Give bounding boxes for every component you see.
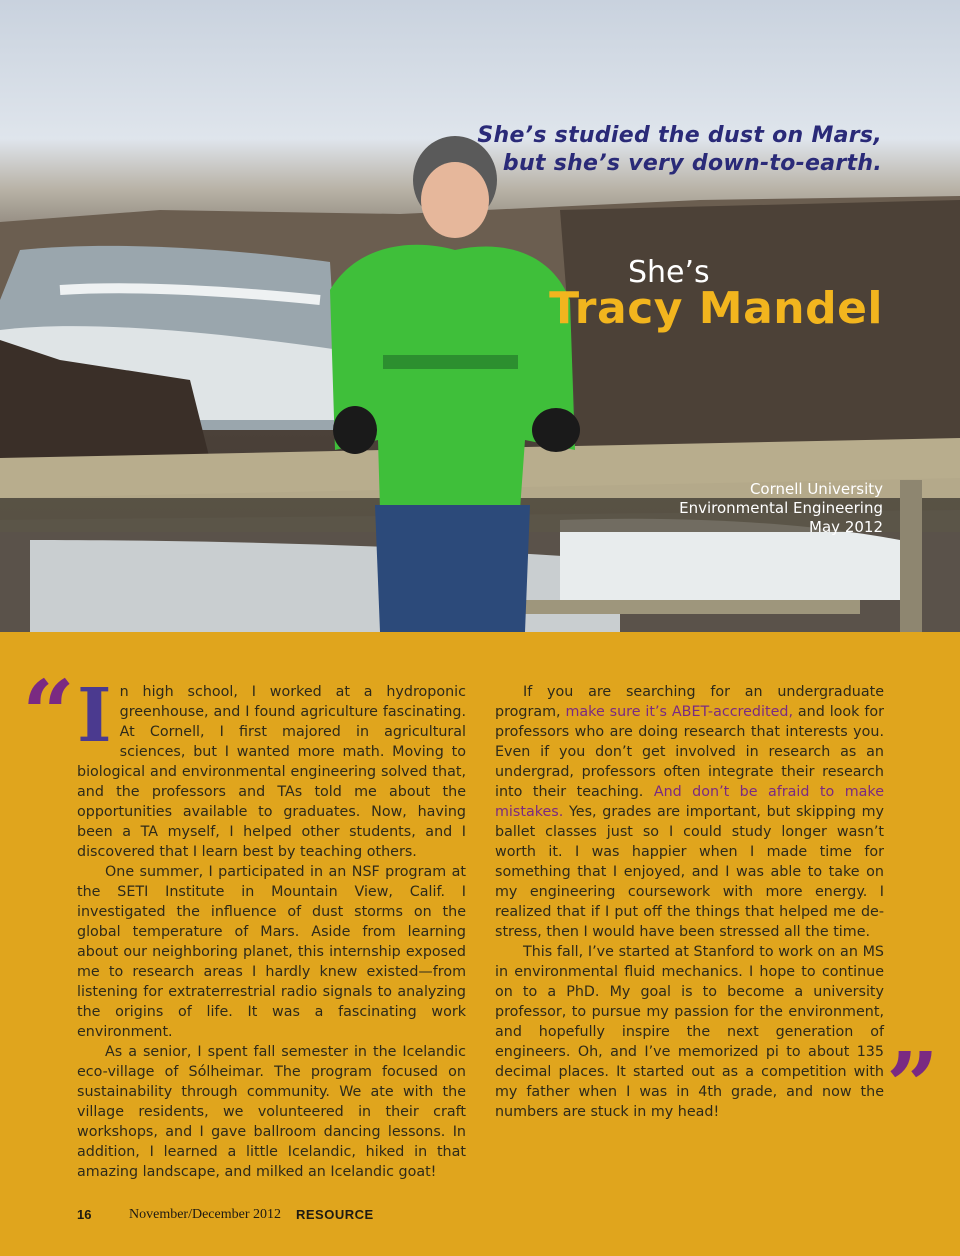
credentials (679, 480, 883, 537)
highlight-abet: make sure it’s ABET-accredited, (565, 704, 793, 720)
drop-cap: I (77, 673, 112, 759)
right-paragraph-2: This fall, I’ve started at Stanford to work on an MS in environmental fluid mechanics. I hope to continue on to a PhD. My goal is to become a university professor, to pursue my passion for the environment, and hopefully inspire the next generation of engineers. Oh, and I’ve memorized pi to about 135 decimal places. It started out as a competition with my father when I was in 4th grade, and now the numbers are stuck in my head! (495, 944, 884, 1120)
credential-major: Environmental Engineering (679, 499, 883, 517)
tagline-line-1: She’s studied the dust on Mars, (477, 123, 882, 148)
profile-name: Tracy Mandel (549, 283, 883, 334)
right-p1-text-b: and look for professors who are doing research that interests you. Even if you don’t get involved in research as an undergrad, professors often integrate their research into their teaching. (495, 704, 884, 800)
highlight-mistakes: And don’t be afraid to make mistakes. (495, 784, 884, 820)
credential-date: May 2012 (809, 518, 883, 536)
article-column-right (495, 682, 884, 1122)
page-number: 16 (77, 1207, 92, 1222)
right-paragraph-1 (495, 682, 884, 942)
tagline (477, 122, 882, 178)
issue-date: November/December 2012 (129, 1207, 281, 1222)
magazine-name: RESOURCE (296, 1207, 374, 1222)
right-p1-text-a: If you are searching for an undergraduate program, (495, 684, 884, 720)
tagline-line-2: but she’s very down-to-earth. (502, 151, 882, 176)
right-p1-text-c: Yes, grades are important, but skipping my ballet classes just so I could study longer wasn’t worth it. I was happier when I made time for something that I enjoyed, and I was able to take on my engineering coursework with more energy. I realized that if I put off the things that helped me de-stress, then I would have been stressed all the time. (495, 804, 884, 940)
she-label: She’s (628, 255, 710, 290)
left-paragraph-1: n high school, I worked at a hydroponic greenhouse, and I found agriculture fascinating. At Cornell, I first majored in agricultural sciences, but I wanted more math. Moving to biological and environmental engineering solved that, and the professors and TAs told me about the opportunities available to graduates. Now, having been a TA myself, I helped other students, and I discovered that I learn best by teaching others. (77, 684, 466, 860)
open-quote-mark: “ (22, 660, 75, 768)
credential-university: Cornell University (749, 480, 883, 498)
left-paragraph-3: As a senior, I spent fall semester in the Icelandic eco-village of Sólheimar. The program focused on sustainability through community. We ate with the village residents, we volunteered in their craft workshops, and I gave ballroom dancing lessons. In addition, I learned a little Icelandic, hiked in that amazing landscape, and milked an Icelandic goat! (77, 1044, 466, 1180)
close-quote-mark: ” (886, 1032, 939, 1140)
article-column-left (77, 673, 466, 1182)
left-paragraph-2: One summer, I participated in an NSF program at the SETI Institute in Mountain View, Calif. I investigated the influence of dust storms on the global temperature of Mars. Aside from learning about our neighboring planet, this internship exposed me to research areas I hardly knew existed—from listening for extraterrestrial radio signals to analyzing the origins of life. It was a fascinating work environment. (77, 864, 466, 1040)
